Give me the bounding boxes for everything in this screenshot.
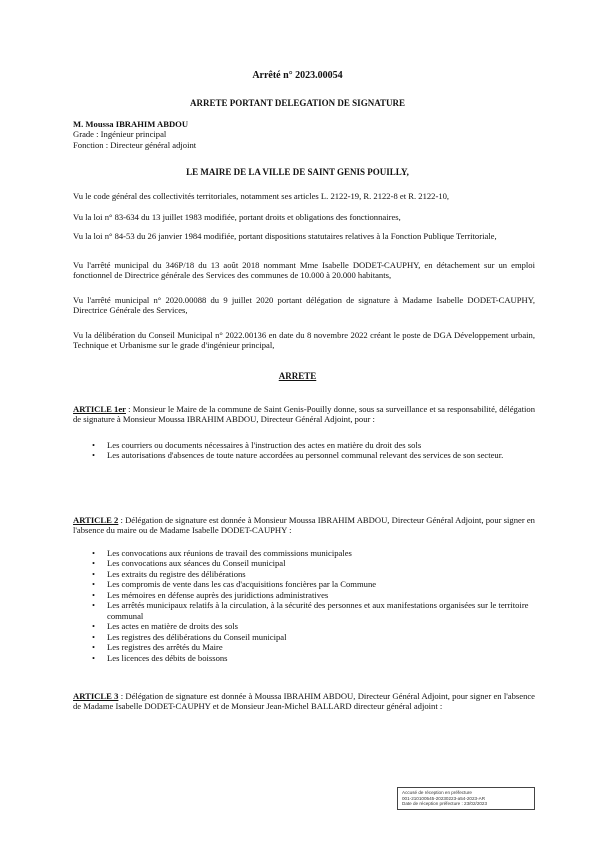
list-item: • Les convocations aux réunions de travail des commissions municipales xyxy=(92,548,352,558)
article-2 xyxy=(73,515,535,536)
bullet-icon: • xyxy=(92,652,96,663)
decree-subtitle: ARRETE PORTANT DELEGATION DE SIGNATURE xyxy=(189,98,406,108)
consideration-3: Vu la loi n° 84-53 du 26 janvier 1984 modifiée, portant dispositions statutaires relatives à la Fonction Publique Territoriale, xyxy=(73,231,497,241)
list-item: • Les actes en matière de droits des sols xyxy=(92,621,239,632)
bullet-icon: • xyxy=(92,568,96,579)
bullet-icon: • xyxy=(92,558,96,569)
list-item: • Les registres des délibérations du Conseil municipal xyxy=(92,631,287,642)
bullet-icon: • xyxy=(92,450,96,461)
list-item: • Les arrêtés municipaux relatifs à la circulation, à la sécurité des personnes et aux manifestations organisées sur le territoire communal xyxy=(92,600,529,621)
article-1 xyxy=(73,404,535,425)
mayor-heading: LE MAIRE DE LA VILLE DE SAINT GENIS POUILLY, xyxy=(186,167,409,177)
list-item: • Les autorisations d'absences de toute nature accordées au personnel communal relevant des services de son secteur. xyxy=(92,450,504,461)
bullet-icon: • xyxy=(92,589,96,600)
bullet-icon: • xyxy=(92,642,96,653)
article-3 xyxy=(73,691,535,712)
bullet-icon: • xyxy=(92,579,96,590)
article-2-label: ARTICLE 2 xyxy=(73,515,119,525)
consideration-2: Vu la loi n° 83-634 du 13 juillet 1983 modifiée, portant droits et obligations des fonctionnaires, xyxy=(73,212,401,222)
consideration-6: Vu la délibération du Conseil Municipal n° 2022.00136 en date du 8 novembre 2022 créant le poste de DGA Développement urbain, Technique et Urbanisme sur le grade d'ingénieur principal, xyxy=(73,330,535,351)
delegate-name: M. Moussa IBRAHIM ABDOU xyxy=(73,119,189,129)
decree-title: Arrêté n° 2023.00054 xyxy=(252,70,343,81)
list-item: • Les convocations aux séances du Conseil municipal xyxy=(92,558,286,569)
list-item: • Les mémoires en défense auprès des juridictions administratives xyxy=(92,589,329,600)
list-item: • Les courriers ou documents nécessaires à l'instruction des actes en matière du droit des sols xyxy=(92,440,422,450)
stamp-line-2: 001-210100545-20230223-a54-2023-AR xyxy=(402,795,486,801)
delegate-grade: Grade : Ingénieur principal xyxy=(73,129,167,140)
bullet-icon: • xyxy=(92,440,96,450)
article-1-text: : Monsieur le Maire de la commune de Saint Genis-Pouilly donne, sous sa surveillance et sa responsabilité, délégation de signature à Monsieur Moussa IBRAHIM ABDOU, Directeur Général Adjoint, pour : xyxy=(73,404,535,425)
arrete-heading: ARRETE xyxy=(278,371,317,381)
consideration-4: Vu l'arrêté municipal du 346P/18 du 13 août 2018 nommant Mme Isabelle DODET-CAUPHY, en détachement sur un emploi fonctionnel de Directrice générale des Services des communes de 10.000 à 20.000 habitants, xyxy=(73,260,535,281)
bullet-icon: • xyxy=(92,631,96,642)
article-1-list xyxy=(92,440,532,461)
bullet-icon: • xyxy=(92,548,96,558)
consideration-1: Vu le code général des collectivités territoriales, notamment ses articles L. 2122-19, R. 2122-8 et R. 2122-10, xyxy=(73,191,450,201)
article-2-list xyxy=(92,548,532,663)
list-item: • Les compromis de vente dans les cas d'acquisitions foncières par la Commune xyxy=(92,579,377,590)
bullet-icon: • xyxy=(92,600,96,611)
prefecture-receipt-stamp xyxy=(397,787,535,810)
delegate-block xyxy=(73,119,533,150)
consideration-5: Vu l'arrêté municipal n° 2020.00088 du 9 juillet 2020 portant délégation de signature à Madame Isabelle DODET-CAUPHY, Directrice Générale des Services, xyxy=(73,295,535,316)
article-1-label: ARTICLE 1er xyxy=(73,404,126,414)
stamp-line-3: Date de réception préfecture : 23/02/2023 xyxy=(402,801,488,807)
list-item: • Les extraits du registre des délibérations xyxy=(92,568,246,579)
article-3-label: ARTICLE 3 xyxy=(73,691,119,701)
delegate-function: Fonction : Directeur général adjoint xyxy=(73,139,197,150)
list-item: • Les registres des arrêtés du Maire xyxy=(92,642,223,653)
list-item: • Les licences des débits de boissons xyxy=(92,652,228,663)
stamp-line-1: Accusé de réception en préfecture xyxy=(402,790,472,795)
article-3-text: : Délégation de signature est donnée à Moussa IBRAHIM ABDOU, Directeur Général Adjoint, pour signer en l'absence de Madame Isabelle DODET-CAUPHY et de Monsieur Jean-Michel BALLARD directeur général adjoint : xyxy=(73,691,535,712)
bullet-icon: • xyxy=(92,621,96,632)
article-2-text: : Délégation de signature est donnée à Monsieur Moussa IBRAHIM ABDOU, Directeur Général Adjoint, pour signer en l'absence du maire ou de Madame Isabelle DODET-CAUPHY : xyxy=(73,515,535,536)
